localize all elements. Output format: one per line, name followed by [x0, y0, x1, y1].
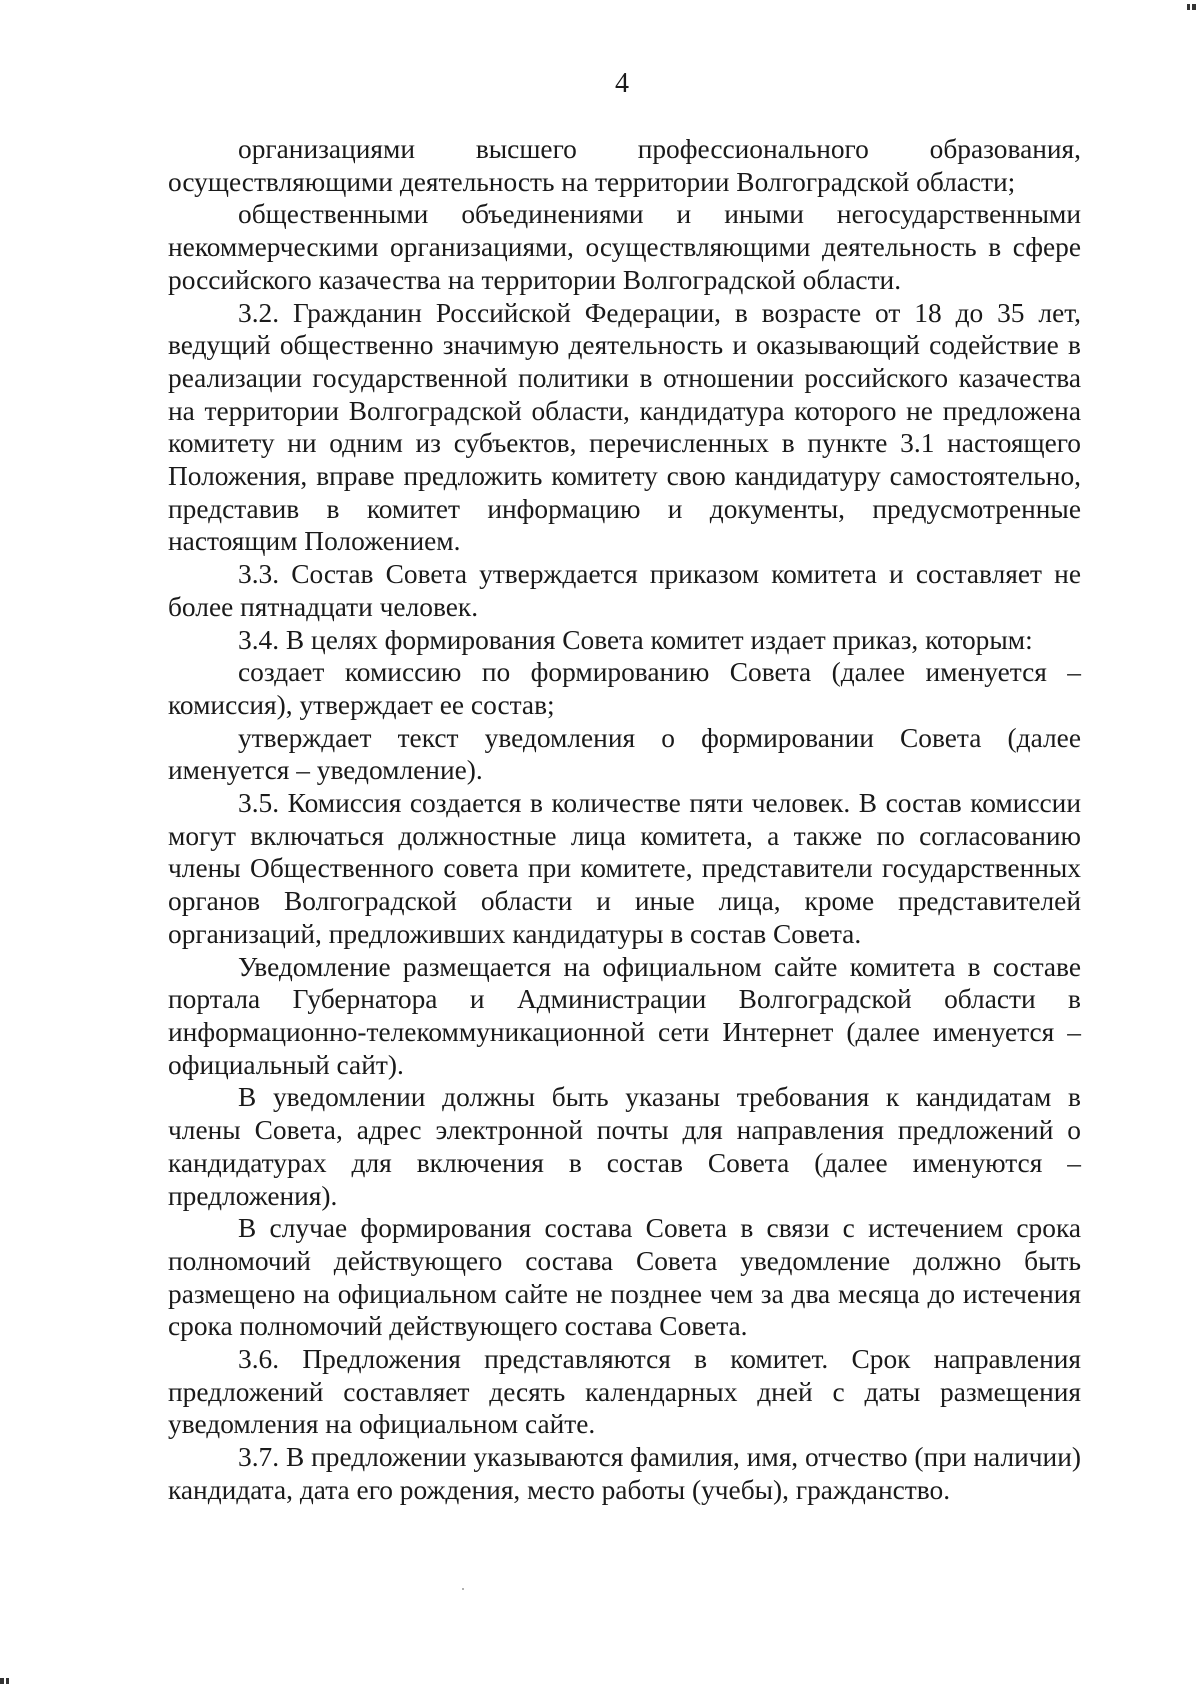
paragraph: 3.2. Гражданин Российской Федерации, в возрасте от 18 до 35 лет, ведущий общественно значимую деятельность и оказывающий содействие в реализации государственной политики в отношении российского казачества на территории Волгоградской области, кандидатура которого не предложена комитету ни одним из субъектов, перечисленных в пункте 3.1 настоящего Положения, вправе предложить комитету свою кандидатуру самостоятельно, представив в комитет информацию и документы, предусмотренные настоящим Положением.: [168, 297, 1081, 557]
scan-artifact: [1192, 4, 1196, 10]
paragraph: утверждает текст уведомления о формировании Совета (далее именуется – уведомление).: [168, 722, 1081, 786]
scan-artifact: [6, 1678, 9, 1684]
paragraph: 3.4. В целях формирования Совета комитет издает приказ, которым:: [238, 624, 1033, 655]
paragraph: В случае формирования состава Совета в связи с истечением срока полномочий действующего состава Совета уведомление должно быть размещено на официальном сайте не позднее чем за два месяца до истечения срока полномочий действующего состава Совета.: [168, 1213, 1081, 1342]
paragraph: Уведомление размещается на официальном сайте комитета в составе портала Губернатора и Администрации Волгоградской области в информационно-телекоммуникационной сети Интернет (далее именуется – официальный сайт).: [168, 951, 1081, 1080]
document-body: [168, 133, 1081, 1507]
scan-artifact: [0, 1678, 4, 1684]
scan-artifact: [1187, 4, 1190, 10]
page-number: 4: [615, 68, 629, 99]
paragraph: 3.7. В предложении указываются фамилия, имя, отчество (при наличии) кандидата, дата его рождения, место работы (учебы), гражданство.: [168, 1442, 1081, 1505]
paragraph: создает комиссию по формированию Совета (далее именуется – комиссия), утверждает ее состав;: [168, 657, 1081, 720]
paragraph: организациями высшего профессионального образования, осуществляющими деятельность на территории Волгоградской области;: [168, 134, 1081, 197]
paragraph: 3.5. Комиссия создается в количестве пяти человек. В состав комиссии могут включаться должностные лица комитета, а также по согласованию члены Общественного совета при комитете, представители государственных органов Волгоградской области и иные лица, кроме представителей организаций, предложивших кандидатуры в состав Совета.: [168, 788, 1081, 949]
paragraph: 3.3. Состав Совета утверждается приказом комитета и составляет не более пятнадцати человек.: [168, 559, 1081, 622]
paragraph: общественными объединениями и иными негосударственными некоммерческими организациями, осуществляющими деятельность в сфере российского казачества на территории Волгоградской области.: [168, 199, 1081, 295]
scan-speck: [462, 1588, 464, 1590]
paragraph: 3.6. Предложения представляются в комитет. Срок направления предложений составляет десять календарных дней с даты размещения уведомления на официальном сайте.: [168, 1344, 1081, 1440]
paragraph: В уведомлении должны быть указаны требования к кандидатам в члены Совета, адрес электронной почты для направления предложений о кандидатурах для включения в состав Совета (далее именуются – предложения).: [168, 1082, 1081, 1211]
